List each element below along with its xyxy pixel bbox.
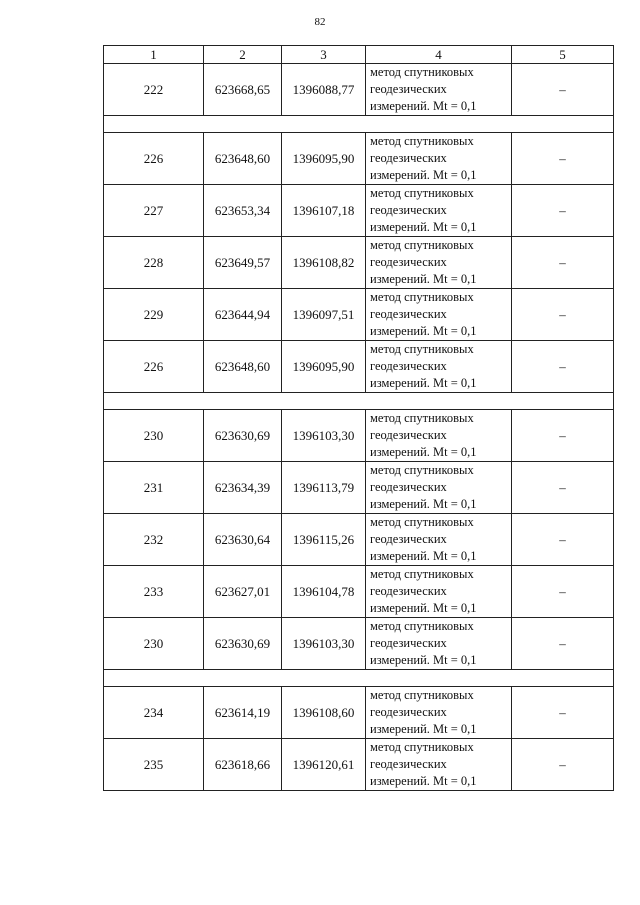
method-text-line: метод спутниковых — [370, 515, 474, 529]
accuracy-cell — [512, 185, 614, 237]
point-number-cell: 229 — [104, 289, 204, 341]
separator-cell — [104, 393, 614, 410]
accuracy-cell — [512, 289, 614, 341]
section-separator-row — [104, 393, 614, 410]
method-text-line: измерений. Mt = 0,1 — [370, 168, 477, 182]
x-coordinate-cell: 623648,60 — [204, 341, 282, 393]
accuracy-cell — [512, 237, 614, 289]
x-coordinate-cell: 623630,64 — [204, 514, 282, 566]
header-col-1: 1 — [104, 46, 204, 64]
method-text-line: метод спутниковых — [370, 619, 474, 633]
method-cell — [366, 289, 512, 341]
header-col-3: 3 — [282, 46, 366, 64]
method-text-line: геодезических — [370, 428, 447, 442]
y-coordinate-cell: 1396095,90 — [282, 133, 366, 185]
dash-mark: – — [559, 358, 566, 374]
method-text-line: метод спутниковых — [370, 688, 474, 702]
x-coordinate-cell: 623630,69 — [204, 410, 282, 462]
y-coordinate-cell: 1396103,30 — [282, 410, 366, 462]
y-coordinate-cell: 1396104,78 — [282, 566, 366, 618]
method-text-line: измерений. Mt = 0,1 — [370, 722, 477, 736]
section-separator-row — [104, 116, 614, 133]
point-number-cell: 228 — [104, 237, 204, 289]
header-col-5: 5 — [512, 46, 614, 64]
separator-cell — [104, 670, 614, 687]
x-coordinate-cell: 623653,34 — [204, 185, 282, 237]
dash-mark: – — [559, 254, 566, 270]
point-number-cell: 226 — [104, 133, 204, 185]
table-row — [104, 289, 614, 341]
method-text-line: метод спутниковых — [370, 411, 474, 425]
accuracy-cell — [512, 410, 614, 462]
accuracy-cell — [512, 739, 614, 791]
method-cell — [366, 133, 512, 185]
method-text-line: измерений. Mt = 0,1 — [370, 653, 477, 667]
method-text-line: измерений. Mt = 0,1 — [370, 445, 477, 459]
table-row — [104, 687, 614, 739]
point-number-cell: 227 — [104, 185, 204, 237]
coordinates-table — [103, 45, 614, 791]
method-cell — [366, 410, 512, 462]
method-cell — [366, 237, 512, 289]
table-row — [104, 185, 614, 237]
table-row — [104, 462, 614, 514]
method-cell — [366, 462, 512, 514]
header-row — [104, 46, 614, 64]
y-coordinate-cell: 1396108,60 — [282, 687, 366, 739]
point-number-cell: 235 — [104, 739, 204, 791]
method-text-line: геодезических — [370, 203, 447, 217]
table-row — [104, 341, 614, 393]
page-number: 82 — [314, 16, 326, 28]
table-row — [104, 64, 614, 116]
table-row — [104, 514, 614, 566]
method-text-line: метод спутниковых — [370, 342, 474, 356]
dash-mark: – — [559, 583, 566, 599]
x-coordinate-cell: 623618,66 — [204, 739, 282, 791]
method-text-line: метод спутниковых — [370, 290, 474, 304]
accuracy-cell — [512, 64, 614, 116]
header-col-4: 4 — [366, 46, 512, 64]
accuracy-cell — [512, 566, 614, 618]
method-text-line: геодезических — [370, 584, 447, 598]
y-coordinate-cell: 1396103,30 — [282, 618, 366, 670]
header-col-2: 2 — [204, 46, 282, 64]
accuracy-cell — [512, 462, 614, 514]
x-coordinate-cell: 623627,01 — [204, 566, 282, 618]
x-coordinate-cell: 623630,69 — [204, 618, 282, 670]
accuracy-cell — [512, 341, 614, 393]
method-cell — [366, 566, 512, 618]
method-text-line: метод спутниковых — [370, 134, 474, 148]
table-row — [104, 237, 614, 289]
accuracy-cell — [512, 133, 614, 185]
x-coordinate-cell: 623614,19 — [204, 687, 282, 739]
point-number-cell: 222 — [104, 64, 204, 116]
method-text-line: измерений. Mt = 0,1 — [370, 99, 477, 113]
method-cell — [366, 514, 512, 566]
method-text-line: геодезических — [370, 636, 447, 650]
method-text-line: измерений. Mt = 0,1 — [370, 774, 477, 788]
method-text-line: метод спутниковых — [370, 65, 474, 79]
method-text-line: метод спутниковых — [370, 740, 474, 754]
dash-mark: – — [559, 306, 566, 322]
table-row — [104, 739, 614, 791]
x-coordinate-cell: 623644,94 — [204, 289, 282, 341]
y-coordinate-cell: 1396115,26 — [282, 514, 366, 566]
point-number-cell: 230 — [104, 618, 204, 670]
method-text-line: измерений. Mt = 0,1 — [370, 497, 477, 511]
x-coordinate-cell: 623649,57 — [204, 237, 282, 289]
dash-mark: – — [559, 635, 566, 651]
accuracy-cell — [512, 514, 614, 566]
x-coordinate-cell: 623634,39 — [204, 462, 282, 514]
method-cell — [366, 341, 512, 393]
method-text-line: измерений. Mt = 0,1 — [370, 220, 477, 234]
method-text-line: измерений. Mt = 0,1 — [370, 549, 477, 563]
dash-mark: – — [559, 427, 566, 443]
point-number-cell: 233 — [104, 566, 204, 618]
method-text-line: метод спутниковых — [370, 463, 474, 477]
method-text-line: геодезических — [370, 255, 447, 269]
dash-mark: – — [559, 756, 566, 772]
dash-mark: – — [559, 704, 566, 720]
method-text-line: геодезических — [370, 82, 447, 96]
method-cell — [366, 618, 512, 670]
table-row — [104, 618, 614, 670]
separator-cell — [104, 116, 614, 133]
accuracy-cell — [512, 687, 614, 739]
method-cell — [366, 64, 512, 116]
method-text-line: метод спутниковых — [370, 186, 474, 200]
accuracy-cell — [512, 618, 614, 670]
section-separator-row — [104, 670, 614, 687]
x-coordinate-cell: 623668,65 — [204, 64, 282, 116]
method-text-line: геодезических — [370, 307, 447, 321]
method-text-line: измерений. Mt = 0,1 — [370, 324, 477, 338]
dash-mark: – — [559, 479, 566, 495]
y-coordinate-cell: 1396097,51 — [282, 289, 366, 341]
method-text-line: измерений. Mt = 0,1 — [370, 272, 477, 286]
method-text-line: геодезических — [370, 532, 447, 546]
y-coordinate-cell: 1396113,79 — [282, 462, 366, 514]
y-coordinate-cell: 1396088,77 — [282, 64, 366, 116]
table-row — [104, 133, 614, 185]
method-text-line: метод спутниковых — [370, 238, 474, 252]
point-number-cell: 234 — [104, 687, 204, 739]
method-text-line: измерений. Mt = 0,1 — [370, 376, 477, 390]
method-cell — [366, 739, 512, 791]
method-text-line: геодезических — [370, 480, 447, 494]
dash-mark: – — [559, 531, 566, 547]
point-number-cell: 231 — [104, 462, 204, 514]
method-cell — [366, 185, 512, 237]
table-row — [104, 566, 614, 618]
point-number-cell: 232 — [104, 514, 204, 566]
point-number-cell: 230 — [104, 410, 204, 462]
method-text-line: геодезических — [370, 151, 447, 165]
y-coordinate-cell: 1396095,90 — [282, 341, 366, 393]
dash-mark: – — [559, 202, 566, 218]
method-text-line: измерений. Mt = 0,1 — [370, 601, 477, 615]
y-coordinate-cell: 1396107,18 — [282, 185, 366, 237]
method-text-line: метод спутниковых — [370, 567, 474, 581]
table-body — [104, 64, 614, 791]
point-number-cell: 226 — [104, 341, 204, 393]
method-text-line: геодезических — [370, 359, 447, 373]
x-coordinate-cell: 623648,60 — [204, 133, 282, 185]
y-coordinate-cell: 1396120,61 — [282, 739, 366, 791]
table-row — [104, 410, 614, 462]
method-cell — [366, 687, 512, 739]
y-coordinate-cell: 1396108,82 — [282, 237, 366, 289]
method-text-line: геодезических — [370, 757, 447, 771]
dash-mark: – — [559, 150, 566, 166]
dash-mark: – — [559, 81, 566, 97]
method-text-line: геодезических — [370, 705, 447, 719]
